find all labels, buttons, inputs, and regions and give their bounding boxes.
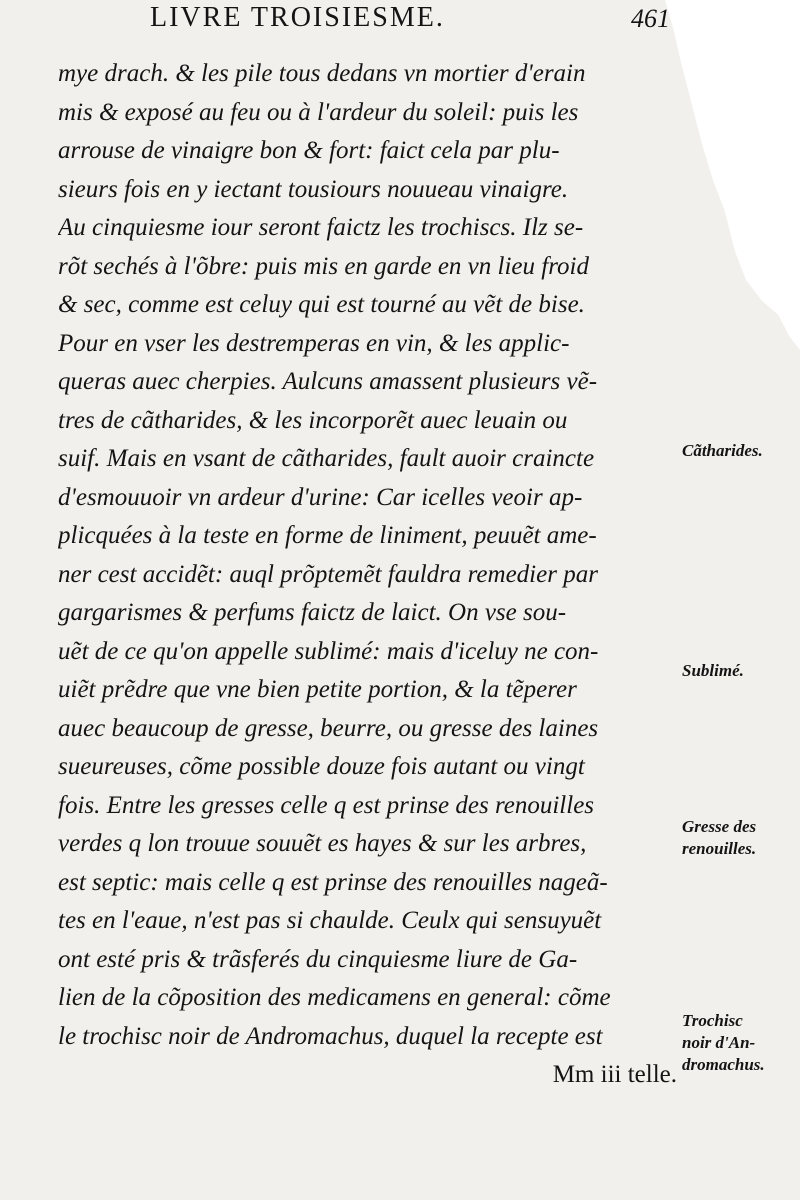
- text-line: Pour en vser les destremperas en vin, & les applic-: [58, 329, 570, 357]
- text-line: verdes q lon trouue souuẽt es hayes & sur les arbres,: [58, 830, 587, 857]
- margin-note-line: Cãtharides.: [682, 441, 763, 460]
- body-text: [58, 55, 683, 1095]
- text-line: gargarismes & perfums faictz de laict. On vse sou-: [58, 599, 567, 626]
- torn-page-edge: [665, 0, 800, 350]
- margin-note-line: renouilles.: [682, 839, 757, 858]
- text-line: sueureuses, cõme possible douze fois autant ou vingt: [58, 753, 585, 780]
- margin-note-line: Sublimé.: [682, 661, 744, 680]
- page-number: 461: [631, 4, 670, 33]
- running-head: LIVRE TROISIESME.: [150, 2, 445, 33]
- catchword-line: Mm iii telle.: [552, 1061, 677, 1088]
- text-line: sieurs fois en y iectant tousiours nouueau vinaigre.: [58, 175, 569, 203]
- text-line: ont esté pris & trãsferés du cinquiesme liure de Ga-: [58, 945, 578, 973]
- text-line: mye drach. & les pile tous dedans vn mortier d'erain: [58, 60, 586, 87]
- text-line: mis & exposé au feu ou à l'ardeur du soleil: puis les: [58, 98, 579, 126]
- margin-note-gresse: [682, 816, 800, 860]
- text-line: tres de cãtharides, & les incorporẽt auec leuain ou: [58, 406, 568, 434]
- margin-note-sublime: [682, 660, 800, 682]
- margin-note-line: Trochisc: [682, 1011, 743, 1030]
- text-line: rõt sechés à l'õbre: puis mis en garde en vn lieu froid: [58, 252, 589, 280]
- text-line: suif. Mais en vsant de cãtharides, fault auoir craincte: [58, 445, 595, 472]
- text-line: arrouse de vinaigre bon & fort: faict cela par plu-: [58, 137, 560, 164]
- margin-note-cantharides: [682, 440, 800, 462]
- margin-note-line: dromachus.: [682, 1055, 765, 1074]
- text-line: & sec, comme est celuy qui est tourné au vẽt de bise.: [58, 291, 585, 318]
- margin-note-line: noir d'An-: [682, 1033, 756, 1052]
- margin-note-line: Gresse des: [682, 817, 757, 836]
- text-line: Au cinquiesme iour seront faictz les trochiscs. Ilz se-: [58, 214, 584, 241]
- text-line: queras auec cherpies. Aulcuns amassent plusieurs vẽ-: [58, 368, 598, 395]
- text-line: lien de la cõposition des medicamens en general: cõme: [58, 984, 611, 1011]
- text-line: est septic: mais celle q est prinse des renouilles nageã-: [58, 868, 608, 896]
- text-line: fois. Entre les gresses celle q est prinse des renouilles: [58, 791, 595, 819]
- text-line: le trochisc noir de Andromachus, duquel la recepte est: [58, 1022, 603, 1050]
- text-line: auec beaucoup de gresse, beurre, ou gresse des laines: [58, 714, 599, 742]
- text-line: tes en l'eaue, n'est pas si chaulde. Ceulx qui sensuyuẽt: [58, 907, 602, 934]
- margin-note-trochisc: [682, 1010, 800, 1076]
- text-line: uẽt de ce qu'on appelle sublimé: mais d'iceluy ne con-: [58, 637, 599, 665]
- text-line: ner cest accidẽt: auql prõptemẽt fauldra remedier par: [58, 560, 598, 588]
- text-line: plicquées à la teste en forme de liniment, peuuẽt ame-: [58, 522, 597, 549]
- text-line: uiẽt prẽdre que vne bien petite portion, & la tẽperer: [58, 676, 577, 703]
- text-line: d'esmouuoir vn ardeur d'urine: Car icelles veoir ap-: [58, 483, 583, 511]
- page-header: [150, 2, 670, 36]
